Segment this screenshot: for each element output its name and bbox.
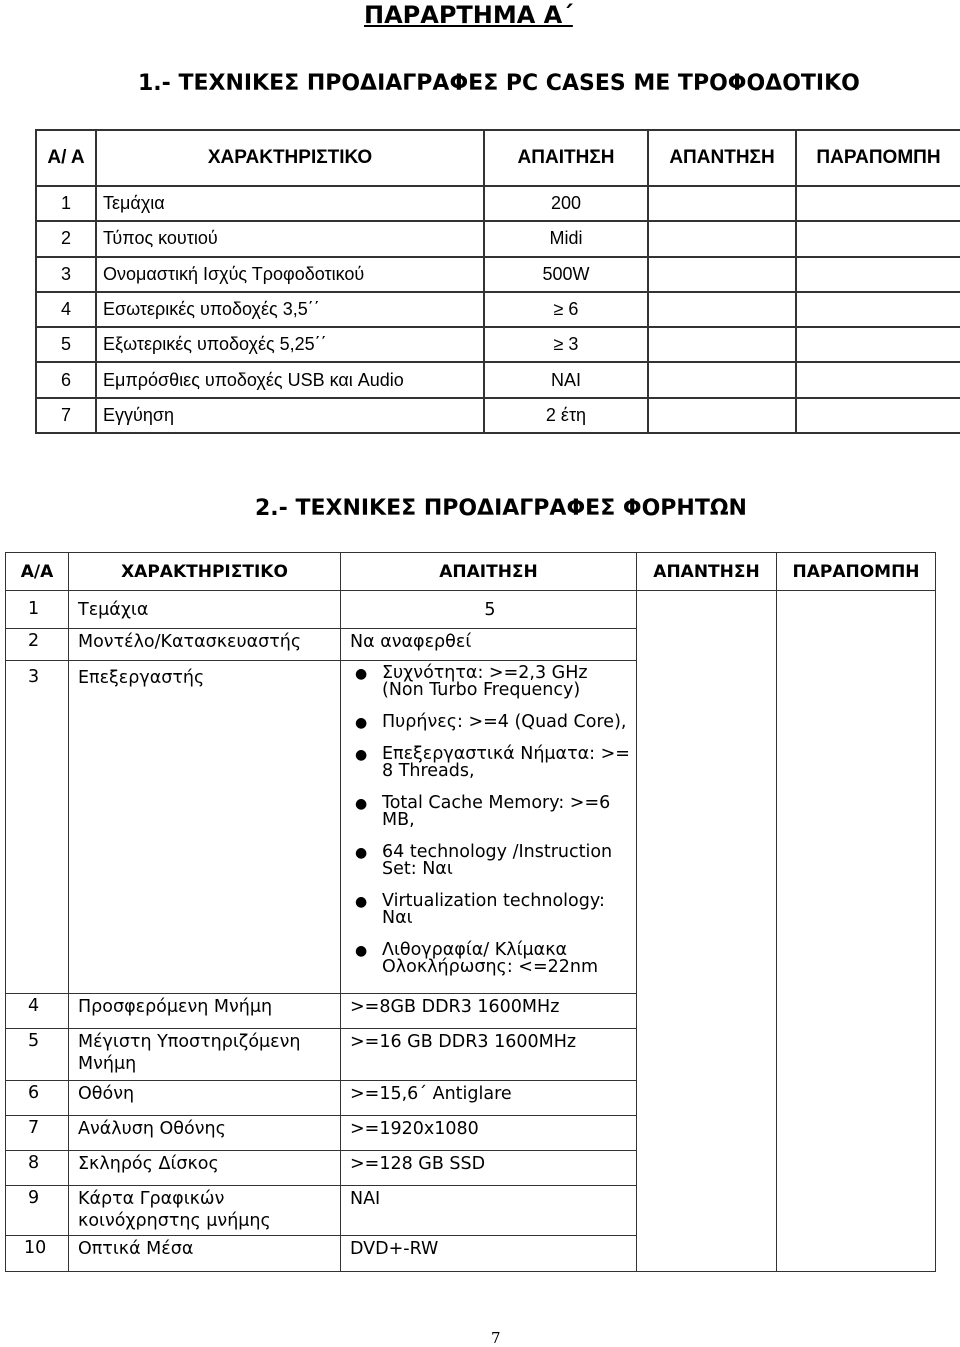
row-feature: Μέγιστη Υποστηριζόμενη Μνήμη bbox=[69, 1028, 341, 1080]
page-number: 7 bbox=[491, 1329, 501, 1347]
list-item: ● Λιθογραφία/ Κλίμακα Ολοκλήρωσης: <=22nm bbox=[355, 940, 599, 978]
row-feature: Οθόνη bbox=[69, 1080, 341, 1115]
row-reference[interactable] bbox=[796, 186, 960, 221]
row-number: 3 bbox=[36, 257, 96, 292]
header-aa: Α/ Α bbox=[36, 130, 96, 186]
header-aa: Α/Α bbox=[6, 553, 69, 591]
table-row bbox=[36, 327, 960, 362]
row-requirement: ≥ 3 bbox=[484, 327, 648, 362]
section2-title: 2.- ΤΕΧΝΙΚΕΣ ΠΡΟΔΙΑΓΡΑΦΕΣ ΦΟΡΗΤΩΝ bbox=[255, 496, 747, 521]
row-number: 3 bbox=[6, 661, 69, 993]
pc-cases-spec-table bbox=[35, 129, 960, 434]
bullet-icon: ● bbox=[355, 796, 368, 813]
row-requirement: 500W bbox=[484, 257, 648, 292]
row-feature: Οπτικά Μέσα bbox=[69, 1235, 341, 1271]
table-header-row bbox=[36, 130, 960, 186]
header-requirement: ΑΠΑΙΤΗΣΗ bbox=[341, 553, 637, 591]
row-reference[interactable] bbox=[796, 327, 960, 362]
row-reference[interactable] bbox=[796, 257, 960, 292]
row-answer[interactable] bbox=[648, 398, 796, 433]
row-number: 10 bbox=[6, 1235, 69, 1271]
row-feature: Προσφερόμενη Μνήμη bbox=[69, 993, 341, 1028]
row-reference[interactable] bbox=[796, 221, 960, 256]
row-feature: Επεξεργαστής bbox=[69, 661, 341, 993]
table-row bbox=[36, 362, 960, 397]
row-number: 2 bbox=[6, 629, 69, 661]
header-feature: ΧΑΡΑΚΤΗΡΙΣΤΙΚΟ bbox=[69, 553, 341, 591]
row-requirement: >=128 GB SSD bbox=[341, 1150, 637, 1185]
row-requirement: >=16 GB DDR3 1600MHz bbox=[341, 1028, 637, 1080]
row-requirement: DVD+-RW bbox=[341, 1235, 637, 1271]
list-item: ● Συχνότητα: >=2,3 GHz (Non Turbo Frequency) bbox=[355, 663, 588, 701]
row-number: 4 bbox=[6, 993, 69, 1028]
row-number: 6 bbox=[36, 362, 96, 397]
section1-title: 1.- ΤΕΧΝΙΚΕΣ ΠΡΟΔΙΑΓΡΑΦΕΣ PC CASES ΜΕ ΤΡΟΦΟΔΟΤΙΚΟ bbox=[138, 71, 860, 96]
row-feature: Εμπρόσθιες υποδοχές USB και Audio bbox=[96, 362, 484, 397]
table-row bbox=[36, 292, 960, 327]
row-requirement: ≥ 6 bbox=[484, 292, 648, 327]
bullet-icon: ● bbox=[355, 845, 368, 862]
row-number: 1 bbox=[6, 591, 69, 629]
table-row bbox=[36, 186, 960, 221]
row-requirement: 2 έτη bbox=[484, 398, 648, 433]
table-row bbox=[6, 591, 936, 629]
bullet-icon: ● bbox=[355, 943, 368, 960]
row-feature: Μοντέλο/Κατασκευαστής bbox=[69, 629, 341, 661]
row-requirement: ΝΑΙ bbox=[341, 1185, 637, 1235]
row-requirement: >=8GB DDR3 1600MHz bbox=[341, 993, 637, 1028]
list-item: ● Επεξεργαστικά Νήματα: >= 8 Threads, bbox=[355, 744, 630, 782]
header-answer: ΑΠΑΝΤΗΣΗ bbox=[637, 553, 777, 591]
header-reference: ΠΑΡΑΠΟΜΠΗ bbox=[796, 130, 960, 186]
row-number: 4 bbox=[36, 292, 96, 327]
row-feature: Εξωτερικές υποδοχές 5,25΄΄ bbox=[96, 327, 484, 362]
table-row bbox=[36, 221, 960, 256]
row-number: 5 bbox=[6, 1028, 69, 1080]
row-number: 7 bbox=[36, 398, 96, 433]
row-number: 8 bbox=[6, 1150, 69, 1185]
row-feature: Τεμάχια bbox=[96, 186, 484, 221]
reference-column[interactable] bbox=[777, 591, 936, 1272]
row-number: 9 bbox=[6, 1185, 69, 1235]
row-requirement: 200 bbox=[484, 186, 648, 221]
row-answer[interactable] bbox=[648, 257, 796, 292]
list-item: ● Πυρήνες: >=4 (Quad Core), bbox=[355, 712, 627, 733]
row-requirement bbox=[341, 661, 637, 993]
row-feature: Εσωτερικές υποδοχές 3,5΄΄ bbox=[96, 292, 484, 327]
row-feature: Κάρτα Γραφικών κοινόχρηστης μνήμης bbox=[69, 1185, 341, 1235]
list-item: ● Total Cache Memory: >=6 MB, bbox=[355, 793, 611, 831]
table-row bbox=[36, 257, 960, 292]
row-feature: Τύπος κουτιού bbox=[96, 221, 484, 256]
row-feature: Τεμάχια bbox=[69, 591, 341, 629]
row-feature: Σκληρός Δίσκος bbox=[69, 1150, 341, 1185]
laptops-spec-table bbox=[5, 552, 936, 1272]
row-requirement: Να αναφερθεί bbox=[341, 629, 637, 661]
row-number: 1 bbox=[36, 186, 96, 221]
row-requirement: 5 bbox=[341, 591, 637, 629]
bullet-icon: ● bbox=[355, 894, 368, 911]
table-row bbox=[36, 398, 960, 433]
list-item: ● Virtualization technology: Ναι bbox=[355, 891, 605, 929]
row-answer[interactable] bbox=[648, 186, 796, 221]
header-answer: ΑΠΑΝΤΗΣΗ bbox=[648, 130, 796, 186]
row-feature: Εγγύηση bbox=[96, 398, 484, 433]
list-item: ● 64 technology /Instruction Set: Ναι bbox=[355, 842, 613, 880]
header-reference: ΠΑΡΑΠΟΜΠΗ bbox=[777, 553, 936, 591]
header-feature: ΧΑΡΑΚΤΗΡΙΣΤΙΚΟ bbox=[96, 130, 484, 186]
row-answer[interactable] bbox=[648, 292, 796, 327]
row-number: 2 bbox=[36, 221, 96, 256]
row-feature: Ανάλυση Οθόνης bbox=[69, 1115, 341, 1150]
row-reference[interactable] bbox=[796, 292, 960, 327]
answer-column[interactable] bbox=[637, 591, 777, 1272]
row-feature: Ονομαστική Ισχύς Τροφοδοτικού bbox=[96, 257, 484, 292]
header-requirement: ΑΠΑΙΤΗΣΗ bbox=[484, 130, 648, 186]
bullet-icon: ● bbox=[355, 666, 368, 683]
bullet-icon: ● bbox=[355, 747, 368, 764]
row-answer[interactable] bbox=[648, 327, 796, 362]
row-requirement: ΝΑΙ bbox=[484, 362, 648, 397]
cpu-requirements-list bbox=[350, 665, 630, 976]
row-number: 7 bbox=[6, 1115, 69, 1150]
row-requirement: >=1920x1080 bbox=[341, 1115, 637, 1150]
row-number: 5 bbox=[36, 327, 96, 362]
row-answer[interactable] bbox=[648, 362, 796, 397]
appendix-title: ΠΑΡΑΡΤΗΜΑ Α΄ bbox=[364, 1, 573, 29]
bullet-icon: ● bbox=[355, 715, 368, 732]
row-requirement: Midi bbox=[484, 221, 648, 256]
row-answer[interactable] bbox=[648, 221, 796, 256]
row-number: 6 bbox=[6, 1080, 69, 1115]
table-header-row bbox=[6, 553, 936, 591]
row-reference[interactable] bbox=[796, 398, 960, 433]
row-requirement: >=15,6΄ Antiglare bbox=[341, 1080, 637, 1115]
row-reference[interactable] bbox=[796, 362, 960, 397]
